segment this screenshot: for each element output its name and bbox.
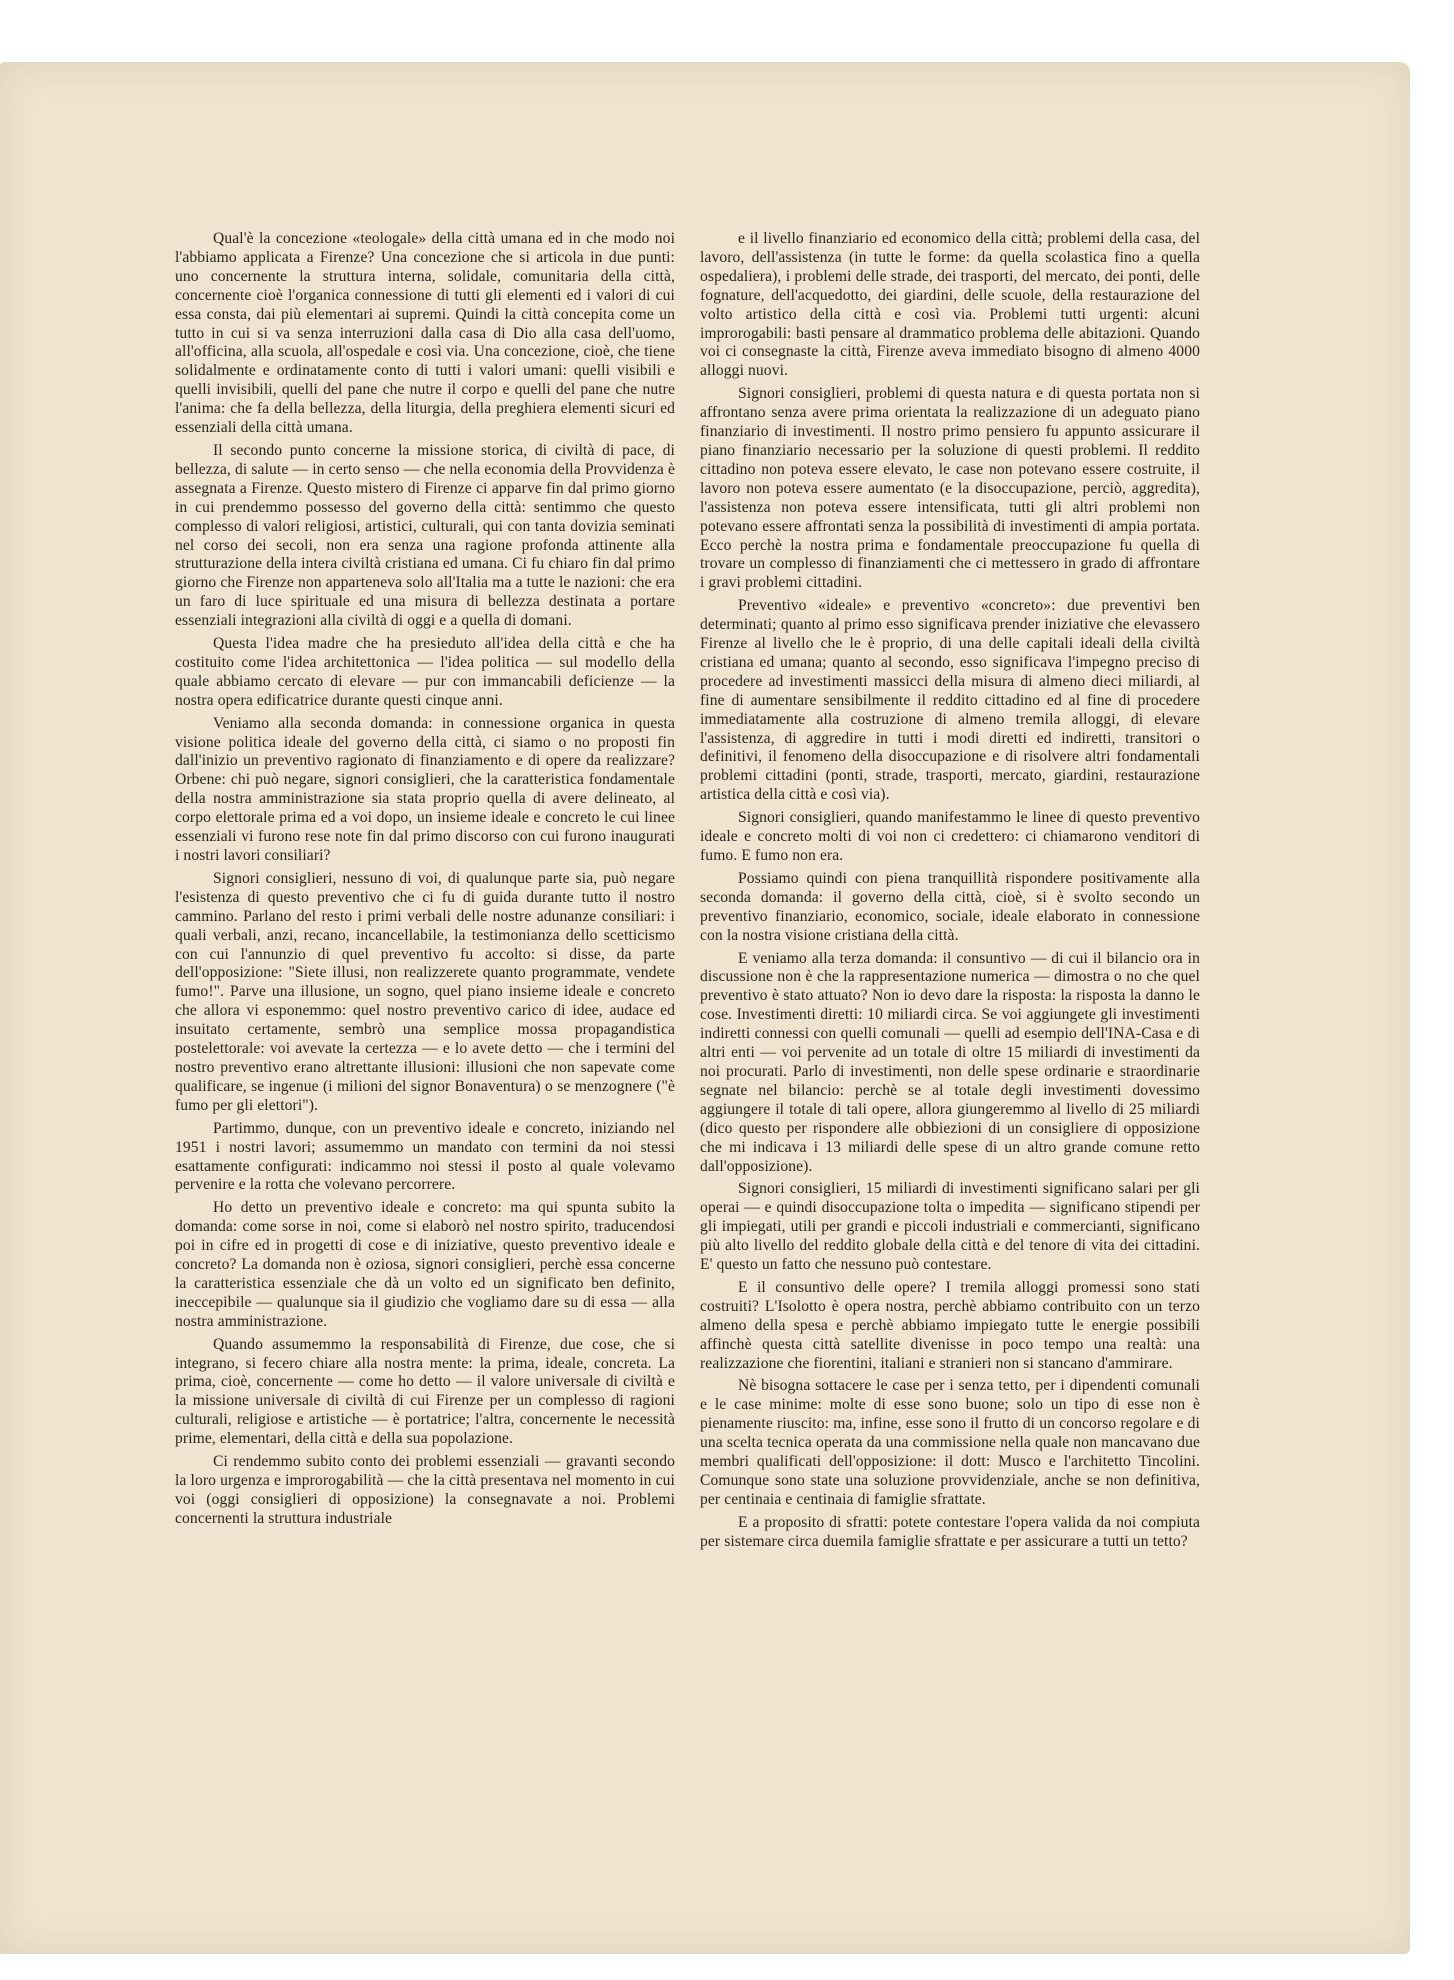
- paragraph: Nè bisogna sottacere le case per i senza tetto, per i dipendenti comunali e le case minime: molte di esse sono buone; solo un tipo di esse non è pienamente riuscito: ma, infine, esse sono il frutto di un concorso regolare e di una scelta tecnica operata da una commissione nella quale non mancavano due membri qualificati dell'opposizione: il dott: Musco e l'architetto Tincolini. Comunque sono state una soluzione provvidenziale, anche se non definitiva, per centinaia e centinaia di famiglie sfrattate.: [700, 1377, 1200, 1508]
- paragraph: Questa l'idea madre che ha presieduto all'idea della città e che ha costituito come l'idea architettonica — l'idea politica — sul modello della quale abbiamo cercato di elevare — pur con immancabili deficienze — la nostra opera edificatrice durante questi cinque anni.: [175, 635, 675, 709]
- paragraph: Quando assumemmo la responsabilità di Firenze, due cose, che si integrano, si fecero chiare alla nostra mente: la prima, ideale, concreta. La prima, cioè, concernente — come ho detto — il valore universale di civiltà e la missione universale di civiltà di cui Firenze per un complesso di ragioni culturali, religiose e artistiche — è portatrice; l'altra, concernente le necessità prime, elementari, della città e della sua popolazione.: [175, 1335, 675, 1448]
- paragraph: Il secondo punto concerne la missione storica, di civiltà di pace, di bellezza, di salute — in certo senso — che nella economia della Provvidenza è assegnata a Firenze. Questo mistero di Firenze ci apparve fin dal primo giorno in cui prendemmo possesso del governo della città: sentimmo che questo complesso di valori religiosi, artistici, culturali, qui con tanta dovizia seminati nel corso dei secoli, non era senza una ragione profonda attinente alla strutturazione della intera civiltà cristiana ed umana. Ci fu chiaro fin dal primo giorno che Firenze non apparteneva solo all'Italia ma a tutte le nazioni: che era un faro di luce spirituale ed una misura di bellezza destinata a portare essenziali integrazioni alla civiltà di oggi e a quella di domani.: [175, 441, 675, 630]
- paragraph: Qual'è la concezione «teologale» della città umana ed in che modo noi l'abbiamo applicata a Firenze? Una concezione che si articola in due punti: uno concernente la struttura interna, solidale, comunitaria della città, concernente cioè l'organica connessione di tutti gli elementi ed i valori di cui essa consta, dai più elementari ai supremi. Quindi la città concepita come un tutto in cui si va senza interruzioni dalla casa di Dio alla casa dell'uomo, all'officina, alla scuola, all'ospedale e così via. Una concezione, cioè, che tiene solidalmente e ordinatamente conto di tutti i valori umani: quelli visibili e quelli invisibili, quelli del pane che nutre il corpo e quelli del pane che nutre l'anima: che fa della bellezza, della liturgia, della preghiera elementi sicuri ed essenziali della città umana.: [175, 230, 675, 437]
- paragraph: E il consuntivo delle opere? I tremila alloggi promessi sono stati costruiti? L'Isolotto è opera nostra, perchè abbiamo contribuito con un terzo almeno della spesa e perchè abbiamo impiegato tutte le energie possibili affinchè questa città satellite divenisse in poco tempo una realtà: una realizzazione che fiorentini, italiani e stranieri non si stancano d'ammirare.: [700, 1278, 1200, 1372]
- paragraph: Signori consiglieri, nessuno di voi, di qualunque parte sia, può negare l'esistenza di questo preventivo che ci fu di guida durante tutto il nostro cammino. Parlano del resto i primi verbali delle nostre adunanze consiliari: i quali verbali, anzi, recano, incancellabile, la testimonianza dello scetticismo con cui l'annunzio di quel preventivo fu accolto: si disse, da parte dell'opposizione: "Siete illusi, non realizzerete quanto programmate, vendete fumo!". Parve una illusione, un sogno, quel piano insieme ideale e concreto che allora vi esponemmo: quel nostro preventivo carico di idee, audace ed insuitato certamente, sembrò una semplice mossa propagandistica postelettorale: voi avevate la certezza — e lo avete detto — che i termini del nostro preventivo erano altrettante illusioni: illusioni che non sapevate come qualificare, se ingenue (i milioni del signor Bonaventura) o se menzognere ("è fumo per gli elettori").: [175, 869, 675, 1114]
- page-sheet: [0, 62, 1410, 1954]
- right-column: [700, 230, 1200, 1556]
- paragraph: Preventivo «ideale» e preventivo «concreto»: due preventivi ben determinati; quanto al primo esso significava prender iniziative che elevassero Firenze al livello che le è proprio, di una delle capitali ideali della civiltà cristiana ed umana; quanto al secondo, esso significava l'impegno preciso di procedere ad investimenti massicci della misura di almeno dieci miliardi, al fine di aumentare sensibilmente il reddito cittadino ed al fine di procedere immediatamente alla costruzione di almeno tremila alloggi, di elevare l'assistenza, di aggredire in tutti i modi diretti ed indiretti, transitori o definitivi, il fenomeno della disoccupazione e di risolvere altri fondamentali problemi cittadini (ponti, strade, trasporti, mercato, giardini, restaurazione artistica della città e così via).: [700, 597, 1200, 804]
- paragraph: Signori consiglieri, 15 miliardi di investimenti significano salari per gli operai — e quindi disoccupazione tolta o impedita — significano stipendi per gli impiegati, utili per grandi e piccoli industriali e commercianti, significano più alto livello del reddito globale della città e del tenore di vita dei cittadini. E' questo un fatto che nessuno può contestare.: [700, 1180, 1200, 1274]
- paragraph: Partimmo, dunque, con un preventivo ideale e concreto, iniziando nel 1951 i nostri lavori; assumemmo un mandato con termini da noi stessi esattamente configurati: indicammo noi stessi il posto al quale volevamo pervenire e la rotta che volevano percorrere.: [175, 1119, 675, 1194]
- paragraph: E veniamo alla terza domanda: il consuntivo — di cui il bilancio ora in discussione non è che la rappresentazione numerica — dimostra o no che quel preventivo è stato attuato? Non io devo dare la risposta: la risposta la danno le cose. Investimenti diretti: 10 miliardi circa. Se voi aggiungete gli investimenti indiretti connessi con quelli comunali — quelli ad esempio dell'INA-Casa e di altri enti — voi pervenite ad un totale di oltre 15 miliardi di investimenti da noi procurati. Parlo di investimenti, non delle spese ordinarie e straordinarie segnate nel bilancio: perchè se al totale degli investimenti dovessimo aggiungere il totale di tali opere, allora giungeremmo al livello di 25 miliardi (dico questo per rispondere alle obbiezioni di un consigliere di opposizione che mi indicava i 13 miliardi delle spese di un altro grande comune retto dall'opposizione).: [700, 949, 1200, 1175]
- paragraph: Signori consiglieri, quando manifestammo le linee di questo preventivo ideale e concreto molti di voi non ci credettero: ci chiamarono venditori di fumo. E fumo non era.: [700, 809, 1200, 864]
- paragraph: e il livello finanziario ed economico della città; problemi della casa, del lavoro, dell'assistenza (in tutte le forme: da quella scolastica fino a quella ospedaliera), i problemi delle strade, dei trasporti, del mercato, dei ponti, delle fognature, dell'acquedotto, dei giardini, delle scuole, della restaurazione del volto artistico della città e così via. Problemi tutti urgenti: alcuni improrogabili: basti pensare al drammatico problema delle abitazioni. Quando voi ci consegnaste la città, Firenze aveva immediato bisogno di almeno 4000 alloggi nuovi.: [700, 230, 1200, 380]
- left-column: [175, 230, 675, 1533]
- paragraph: Possiamo quindi con piena tranquillità rispondere positivamente alla seconda domanda: il governo della città, cioè, si è svolto secondo un preventivo finanziario, economico, sociale, ideale elaborato in connessione con la nostra visione cristiana della città.: [700, 869, 1200, 944]
- paragraph: Ci rendemmo subito conto dei problemi essenziali — gravanti secondo la loro urgenza e improrogabilità — che la città presentava nel momento in cui voi (oggi consiglieri di opposizione) la consegnavate a noi. Problemi concernenti la struttura industriale: [175, 1453, 675, 1527]
- paragraph: E a proposito di sfratti: potete contestare l'opera valida da noi compiuta per sistemare circa duemila famiglie sfrattate e per assicurare a tutti un tetto?: [700, 1513, 1200, 1550]
- paragraph: Signori consiglieri, problemi di questa natura e di questa portata non si affrontano senza avere prima orientata la realizzazione di un adeguato piano finanziario di investimenti. Il nostro primo pensiero fu appunto assicurare il piano finanziario necessario per la soluzione di questi problemi. Il reddito cittadino non poteva essere elevato, le case non potevano essere costruite, il lavoro non poteva essere aumentato (e la disoccupazione, perciò, aggredita), l'assistenza non poteva essere intensificata, tutti gli altri problemi non potevano essere affrontati senza la possibilità di investimenti di ampia portata. Ecco perchè la nostra prima e fondamentale preoccupazione fu quella di trovare un complesso di finanziamenti che ci mettessero in grado di affrontare i gravi problemi cittadini.: [700, 385, 1200, 592]
- paragraph: Ho detto un preventivo ideale e concreto: ma qui spunta subito la domanda: come sorse in noi, come si elaborò nel nostro spirito, traducendosi poi in cifre ed in progetti di cose e di iniziative, questo preventivo ideale e concreto? La domanda non è oziosa, signori consiglieri, perchè essa concerne la caratteristica essenziale che dà un volto ed un significato ben definito, ineccepibile — qualunque sia il giudizio che vogliamo dare su di essa — alla nostra amministrazione.: [175, 1199, 675, 1330]
- paragraph: Veniamo alla seconda domanda: in connessione organica in questa visione politica ideale del governo della città, ci siamo o no proposti fin dall'inizio un preventivo ragionato di finanziamento e di opere da realizzare? Orbene: chi può negare, signori consiglieri, che la caratteristica fondamentale della nostra amministrazione sia stata proprio quella di avere delineato, al corpo elettorale prima ed a voi dopo, un insieme ideale e concreto le cui linee essenziali vi furono rese note fin dal primo discorso con cui furono inaugurati i nostri lavori consiliari?: [175, 714, 675, 864]
